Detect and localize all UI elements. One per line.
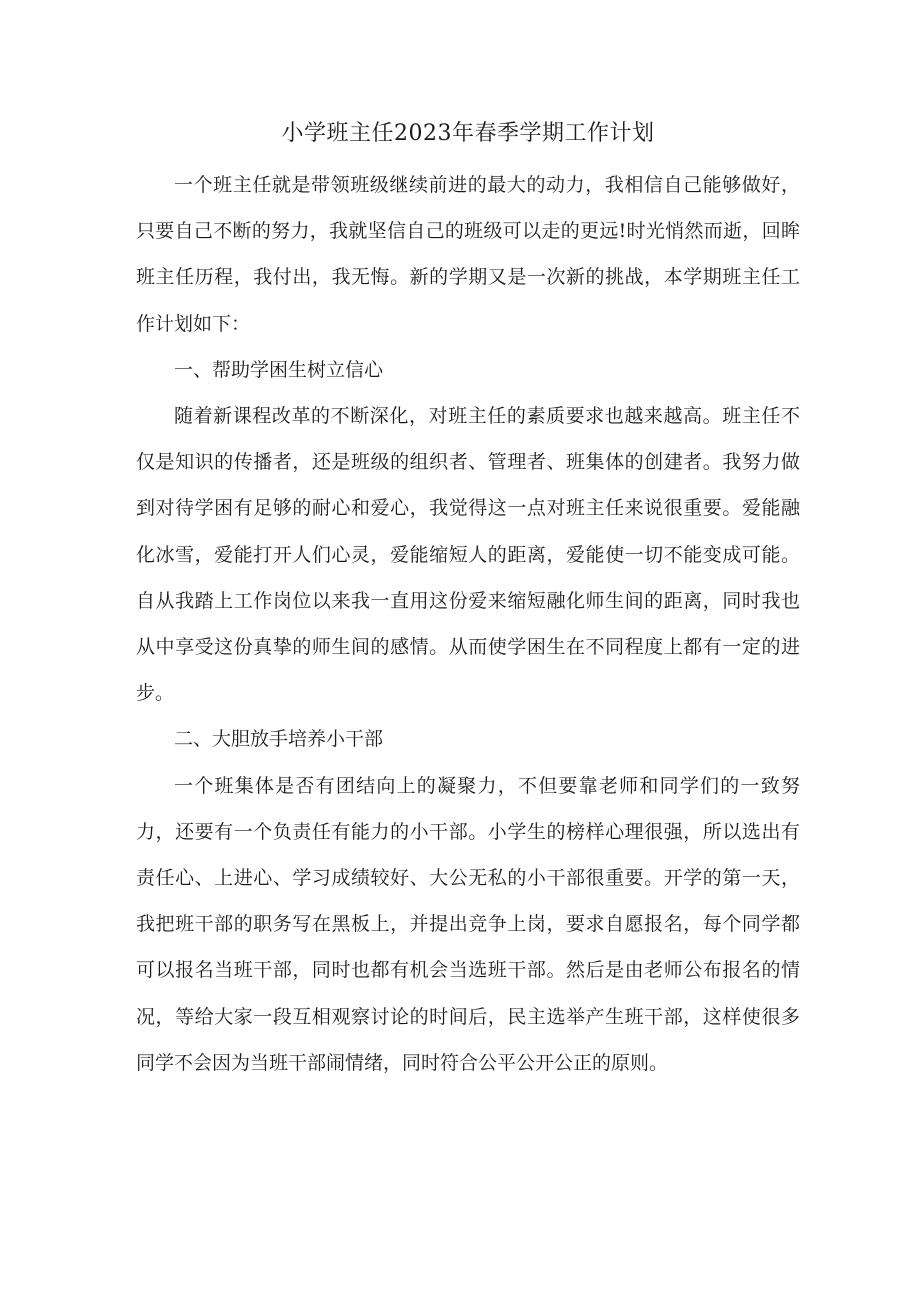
intro-paragraph: 一个班主任就是带领班级继续前进的最大的动力，我相信自己能够做好，只要自己不断的努力，我就坚信自己的班级可以走的更远!时光悄然而逝，回眸班主任历程，我付出，我无悔。新的学期又是一次新的挑战，本学期班主任工作计划如下： — [136, 174, 800, 335]
section-body-1: 随着新课程改革的不断深化，对班主任的素质要求也越来越高。班主任不仅是知识的传播者，还是班级的组织者、管理者、班集体的创建者。我努力做到对待学困有足够的耐心和爱心，我觉得这一点对班主任来说很重要。爱能融化冰雪，爱能打开人们心灵，爱能缩短人的距离，爱能使一切不能变成可能。自从我踏上工作岗位以来我一直用这份爱来缩短融化师生间的距离，同时我也从中享受这份真挚的师生间的感情。从而使学困生在不同程度上都有一定的进步。 — [136, 405, 800, 705]
section-heading-1: 一、帮助学困生树立信心 — [174, 358, 384, 381]
section-body-2: 一个班集体是否有团结向上的凝聚力，不但要靠老师和同学们的一致努力，还要有一个负责任有能力的小干部。小学生的榜样心理很强，所以选出有责任心、上进心、学习成绩较好、大公无私的小干部很重要。开学的第一天，我把班干部的职务写在黑板上，并提出竞争上岗，要求自愿报名，每个同学都可以报名当班干部，同时也都有机会当选班干部。然后是由老师公布报名的情况，等给大家一段互相观察讨论的时间后，民主选举产生班干部，这样使很多同学不会因为当班干部闹情绪，同时符合公平公开公正的原则。 — [136, 774, 800, 1074]
section-heading-2: 二、大胆放手培养小干部 — [174, 728, 384, 751]
document-body — [136, 114, 800, 1086]
document-title: 小学班主任2023年春季学期工作计划 — [281, 121, 655, 146]
